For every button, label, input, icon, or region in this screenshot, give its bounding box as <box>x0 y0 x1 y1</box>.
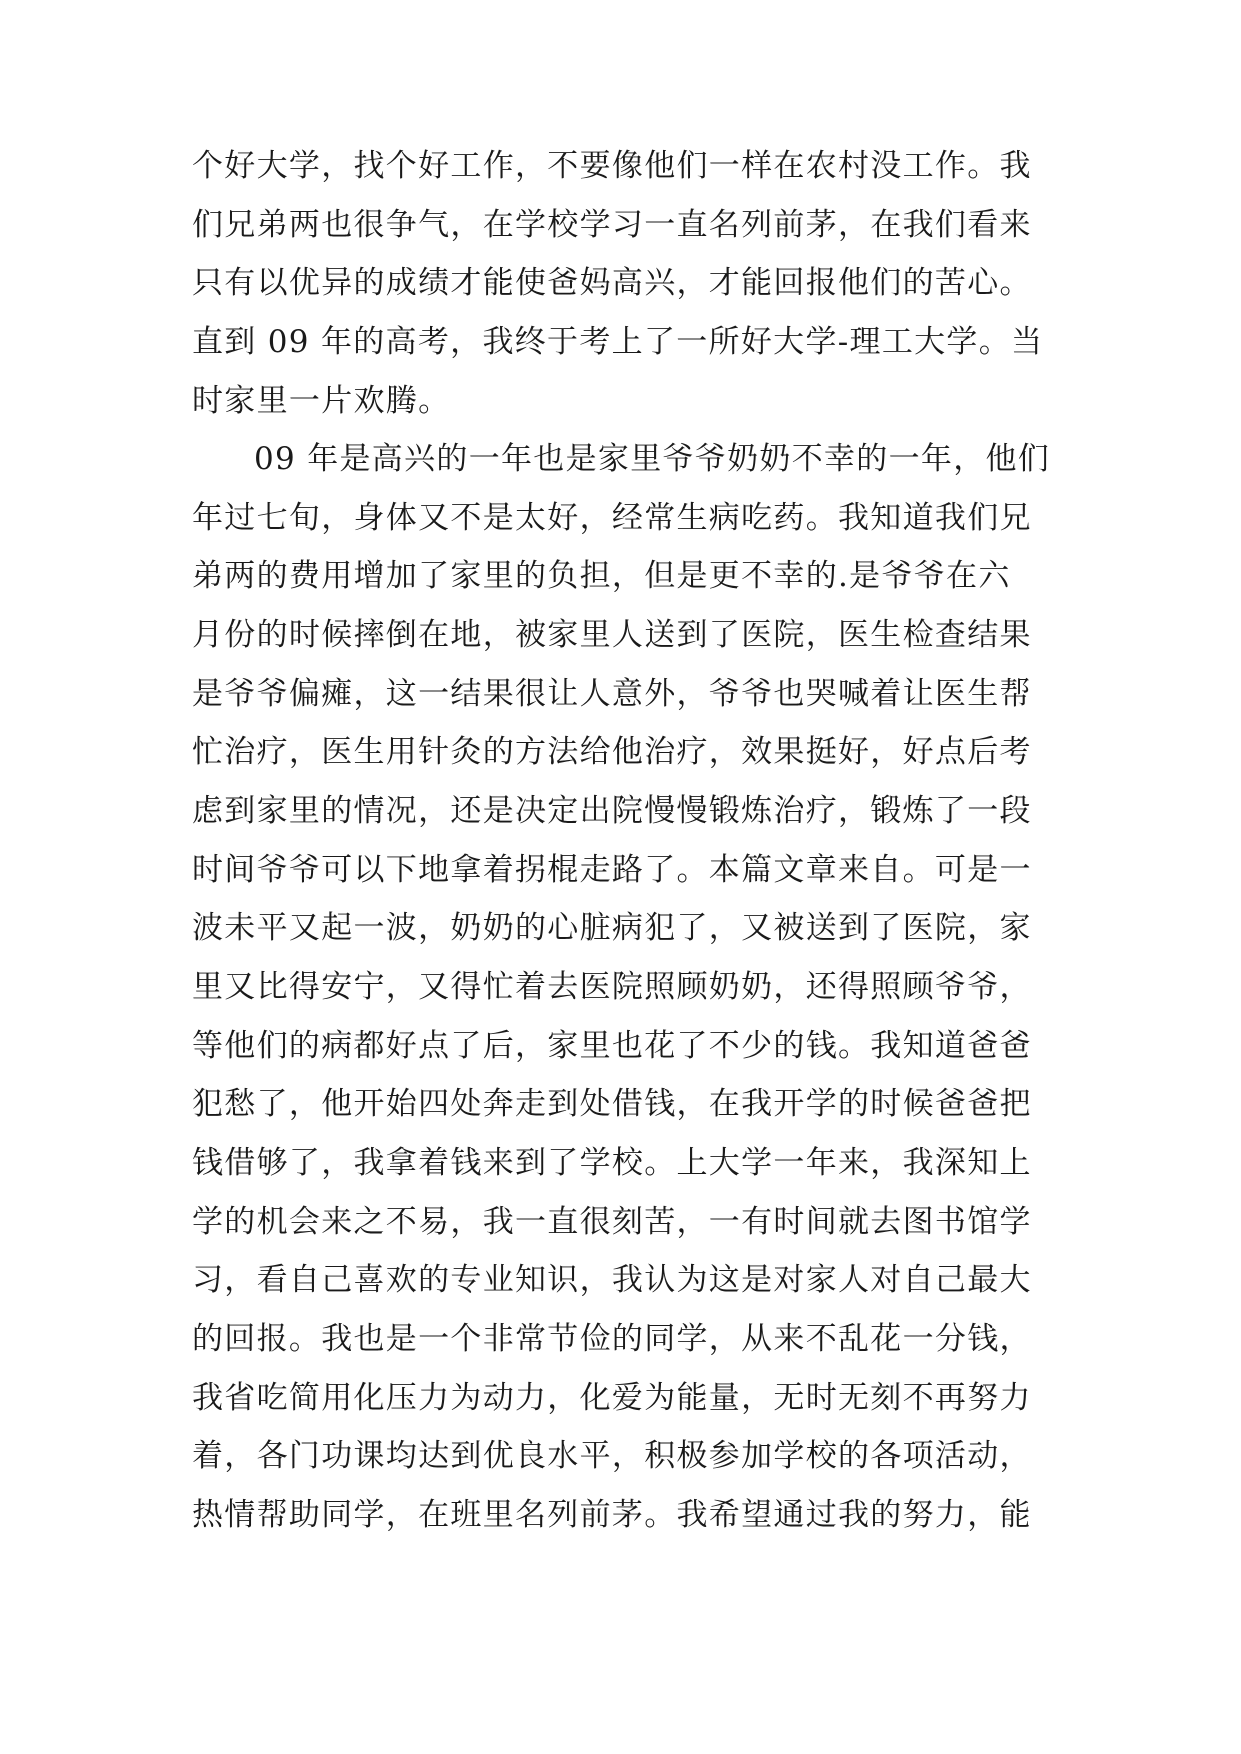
paragraph-2-line-1: 09 年是高兴的一年也是家里爷爷奶奶不幸的一年，他们 <box>254 441 1051 477</box>
paragraph-1-line-2: 们兄弟两也很争气，在学校学习一直名列前茅，在我们看来 <box>192 207 1032 243</box>
paragraph-2-line-7: 虑到家里的情况，还是决定出院慢慢锻炼治疗，锻炼了一段 <box>192 793 1032 829</box>
paragraph-2-line-2: 年过七旬，身体又不是太好，经常生病吃药。我知道我们兄 <box>192 500 1032 536</box>
paragraph-2-line-3: 弟两的费用增加了家里的负担，但是更不幸的.是爷爷在六 <box>192 558 1011 594</box>
paragraph-1-line-3: 只有以优异的成绩才能使爸妈高兴，才能回报他们的苦心。 <box>192 265 1032 301</box>
paragraph-2-line-10: 里又比得安宁，又得忙着去医院照顾奶奶，还得照顾爷爷， <box>192 969 1032 1005</box>
paragraph-2-line-5: 是爷爷偏瘫，这一结果很让人意外，爷爷也哭喊着让医生帮 <box>192 676 1032 712</box>
paragraph-1-line-4: 直到 09 年的高考，我终于考上了一所好大学-理工大学。当 <box>192 324 1044 360</box>
paragraph-2-line-12: 犯愁了，他开始四处奔走到处借钱，在我开学的时候爸爸把 <box>192 1086 1032 1122</box>
paragraph-1-line-5: 时家里一片欢腾。 <box>192 383 451 419</box>
paragraph-1-line-1: 个好大学，找个好工作，不要像他们一样在农村没工作。我 <box>192 148 1032 184</box>
paragraph-2-line-16: 的回报。我也是一个非常节俭的同学，从来不乱花一分钱， <box>192 1321 1032 1357</box>
paragraph-2-line-11: 等他们的病都好点了后，家里也花了不少的钱。我知道爸爸 <box>192 1028 1032 1064</box>
paragraph-2-line-8: 时间爷爷可以下地拿着拐棍走路了。本篇文章来自。可是一 <box>192 852 1032 888</box>
paragraph-2-line-14: 学的机会来之不易，我一直很刻苦，一有时间就去图书馆学 <box>192 1204 1032 1240</box>
paragraph-2-line-17: 我省吃简用化压力为动力，化爱为能量，无时无刻不再努力 <box>192 1380 1032 1416</box>
paragraph-2-line-4: 月份的时候摔倒在地，被家里人送到了医院，医生检查结果 <box>192 617 1032 653</box>
paragraph-2-line-9: 波未平又起一波，奶奶的心脏病犯了，又被送到了医院，家 <box>192 910 1032 946</box>
paragraph-2-line-19: 热情帮助同学，在班里名列前茅。我希望通过我的努力，能 <box>192 1497 1032 1533</box>
paragraph-2-line-15: 习，看自己喜欢的专业知识，我认为这是对家人对自己最大 <box>192 1262 1032 1298</box>
paragraph-2-line-13: 钱借够了，我拿着钱来到了学校。上大学一年来，我深知上 <box>192 1145 1032 1181</box>
paragraph-2-line-6: 忙治疗，医生用针灸的方法给他治疗，效果挺好，好点后考 <box>192 734 1032 770</box>
paragraph-2-line-18: 着，各门功课均达到优良水平，积极参加学校的各项活动， <box>192 1438 1032 1474</box>
